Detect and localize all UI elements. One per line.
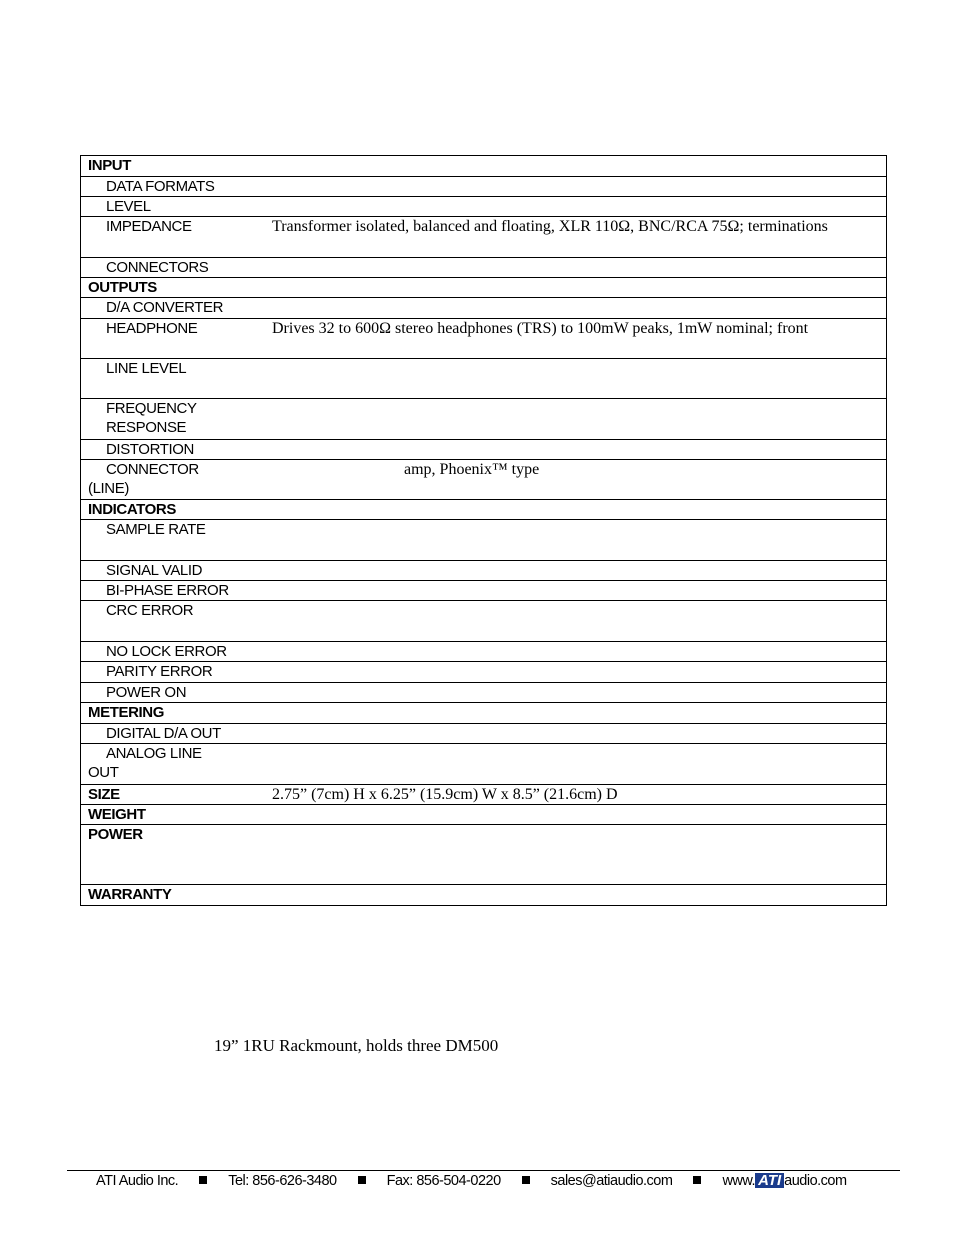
row-line-level: LINE LEVEL <box>81 359 264 399</box>
size-value: 2.75” (7cm) H x 6.25” (15.9cm) W x 8.5” (21.6cm) D <box>263 785 887 805</box>
row-analog-line-out <box>81 744 264 785</box>
ati-logo: ATI <box>755 1173 784 1188</box>
table-row <box>81 177 887 197</box>
table-row <box>81 460 887 500</box>
section-outputs: OUTPUTS <box>81 278 264 298</box>
section-warranty: WARRANTY <box>81 885 264 906</box>
row-data-formats: DATA FORMATS <box>81 177 264 197</box>
frequency-label: FREQUENCY <box>106 400 197 417</box>
table-row <box>81 399 887 440</box>
row-parity-error: PARITY ERROR <box>81 662 264 683</box>
row-level: LEVEL <box>81 197 264 217</box>
connector-value: amp, Phoenix™ type <box>263 460 887 500</box>
table-row <box>81 601 887 642</box>
table-row <box>81 703 887 724</box>
row-power-on: POWER ON <box>81 683 264 703</box>
footer-fax: Fax: 856-504-0220 <box>386 1173 501 1189</box>
connector-label: CONNECTOR <box>106 461 199 478</box>
row-bi-phase-error: BI-PHASE ERROR <box>81 581 264 601</box>
section-metering: METERING <box>81 703 264 724</box>
table-row <box>81 359 887 399</box>
footer <box>96 1173 876 1189</box>
row-sample-rate: SAMPLE RATE <box>81 520 264 561</box>
table-row <box>81 825 887 885</box>
table-row <box>81 581 887 601</box>
row-connector-line <box>81 460 264 500</box>
row-distortion: DISTORTION <box>81 440 264 460</box>
footer-company: ATI Audio Inc. <box>96 1173 179 1189</box>
row-signal-valid: SIGNAL VALID <box>81 561 264 581</box>
table-row <box>81 520 887 561</box>
row-da-converter: D/A CONVERTER <box>81 298 264 319</box>
rackmount-note: 19” 1RU Rackmount, holds three DM500 <box>214 1036 499 1055</box>
table-row <box>81 156 887 177</box>
square-bullet-icon <box>358 1176 366 1184</box>
section-weight: WEIGHT <box>81 805 264 825</box>
section-indicators: INDICATORS <box>81 500 264 520</box>
analog-line-label: ANALOG LINE <box>106 745 202 762</box>
headphone-value: Drives 32 to 600Ω stereo headphones (TRS) to 100mW peaks, 1mW nominal; front <box>263 319 887 359</box>
footer-email[interactable]: sales@atiaudio.com <box>550 1173 673 1189</box>
footer-tel: Tel: 856-626-3480 <box>228 1173 337 1189</box>
table-row <box>81 785 887 805</box>
out-label: OUT <box>88 764 119 781</box>
response-label: RESPONSE <box>106 419 187 436</box>
table-row <box>81 561 887 581</box>
square-bullet-icon <box>693 1176 701 1184</box>
square-bullet-icon <box>522 1176 530 1184</box>
table-row <box>81 197 887 217</box>
table-row <box>81 885 887 906</box>
table-row <box>81 662 887 683</box>
web-prefix: www. <box>722 1173 756 1189</box>
row-connectors: CONNECTORS <box>81 258 264 278</box>
spec-table <box>80 155 887 906</box>
connector-line-label: (LINE) <box>88 480 129 497</box>
table-row <box>81 298 887 319</box>
table-row <box>81 258 887 278</box>
section-size: SIZE <box>81 785 264 805</box>
section-input: INPUT <box>81 156 264 177</box>
table-row <box>81 440 887 460</box>
row-frequency-response <box>81 399 264 440</box>
table-row <box>81 805 887 825</box>
footer-website[interactable] <box>722 1173 846 1189</box>
row-no-lock-error: NO LOCK ERROR <box>81 642 264 662</box>
table-row <box>81 278 887 298</box>
row-crc-error: CRC ERROR <box>81 601 264 642</box>
table-row <box>81 683 887 703</box>
table-row <box>81 744 887 785</box>
table-row <box>81 724 887 744</box>
table-row <box>81 500 887 520</box>
table-row <box>81 642 887 662</box>
table-row <box>81 217 887 258</box>
web-suffix: audio.com <box>784 1173 847 1189</box>
table-row <box>81 319 887 359</box>
footer-divider <box>67 1170 900 1171</box>
row-impedance: IMPEDANCE <box>81 217 264 258</box>
square-bullet-icon <box>199 1176 207 1184</box>
row-headphone: HEADPHONE <box>81 319 264 359</box>
impedance-value: Transformer isolated, balanced and floating, XLR 110Ω, BNC/RCA 75Ω; terminations <box>263 217 887 258</box>
row-digital-da-out: DIGITAL D/A OUT <box>81 724 264 744</box>
section-power: POWER <box>81 825 264 885</box>
